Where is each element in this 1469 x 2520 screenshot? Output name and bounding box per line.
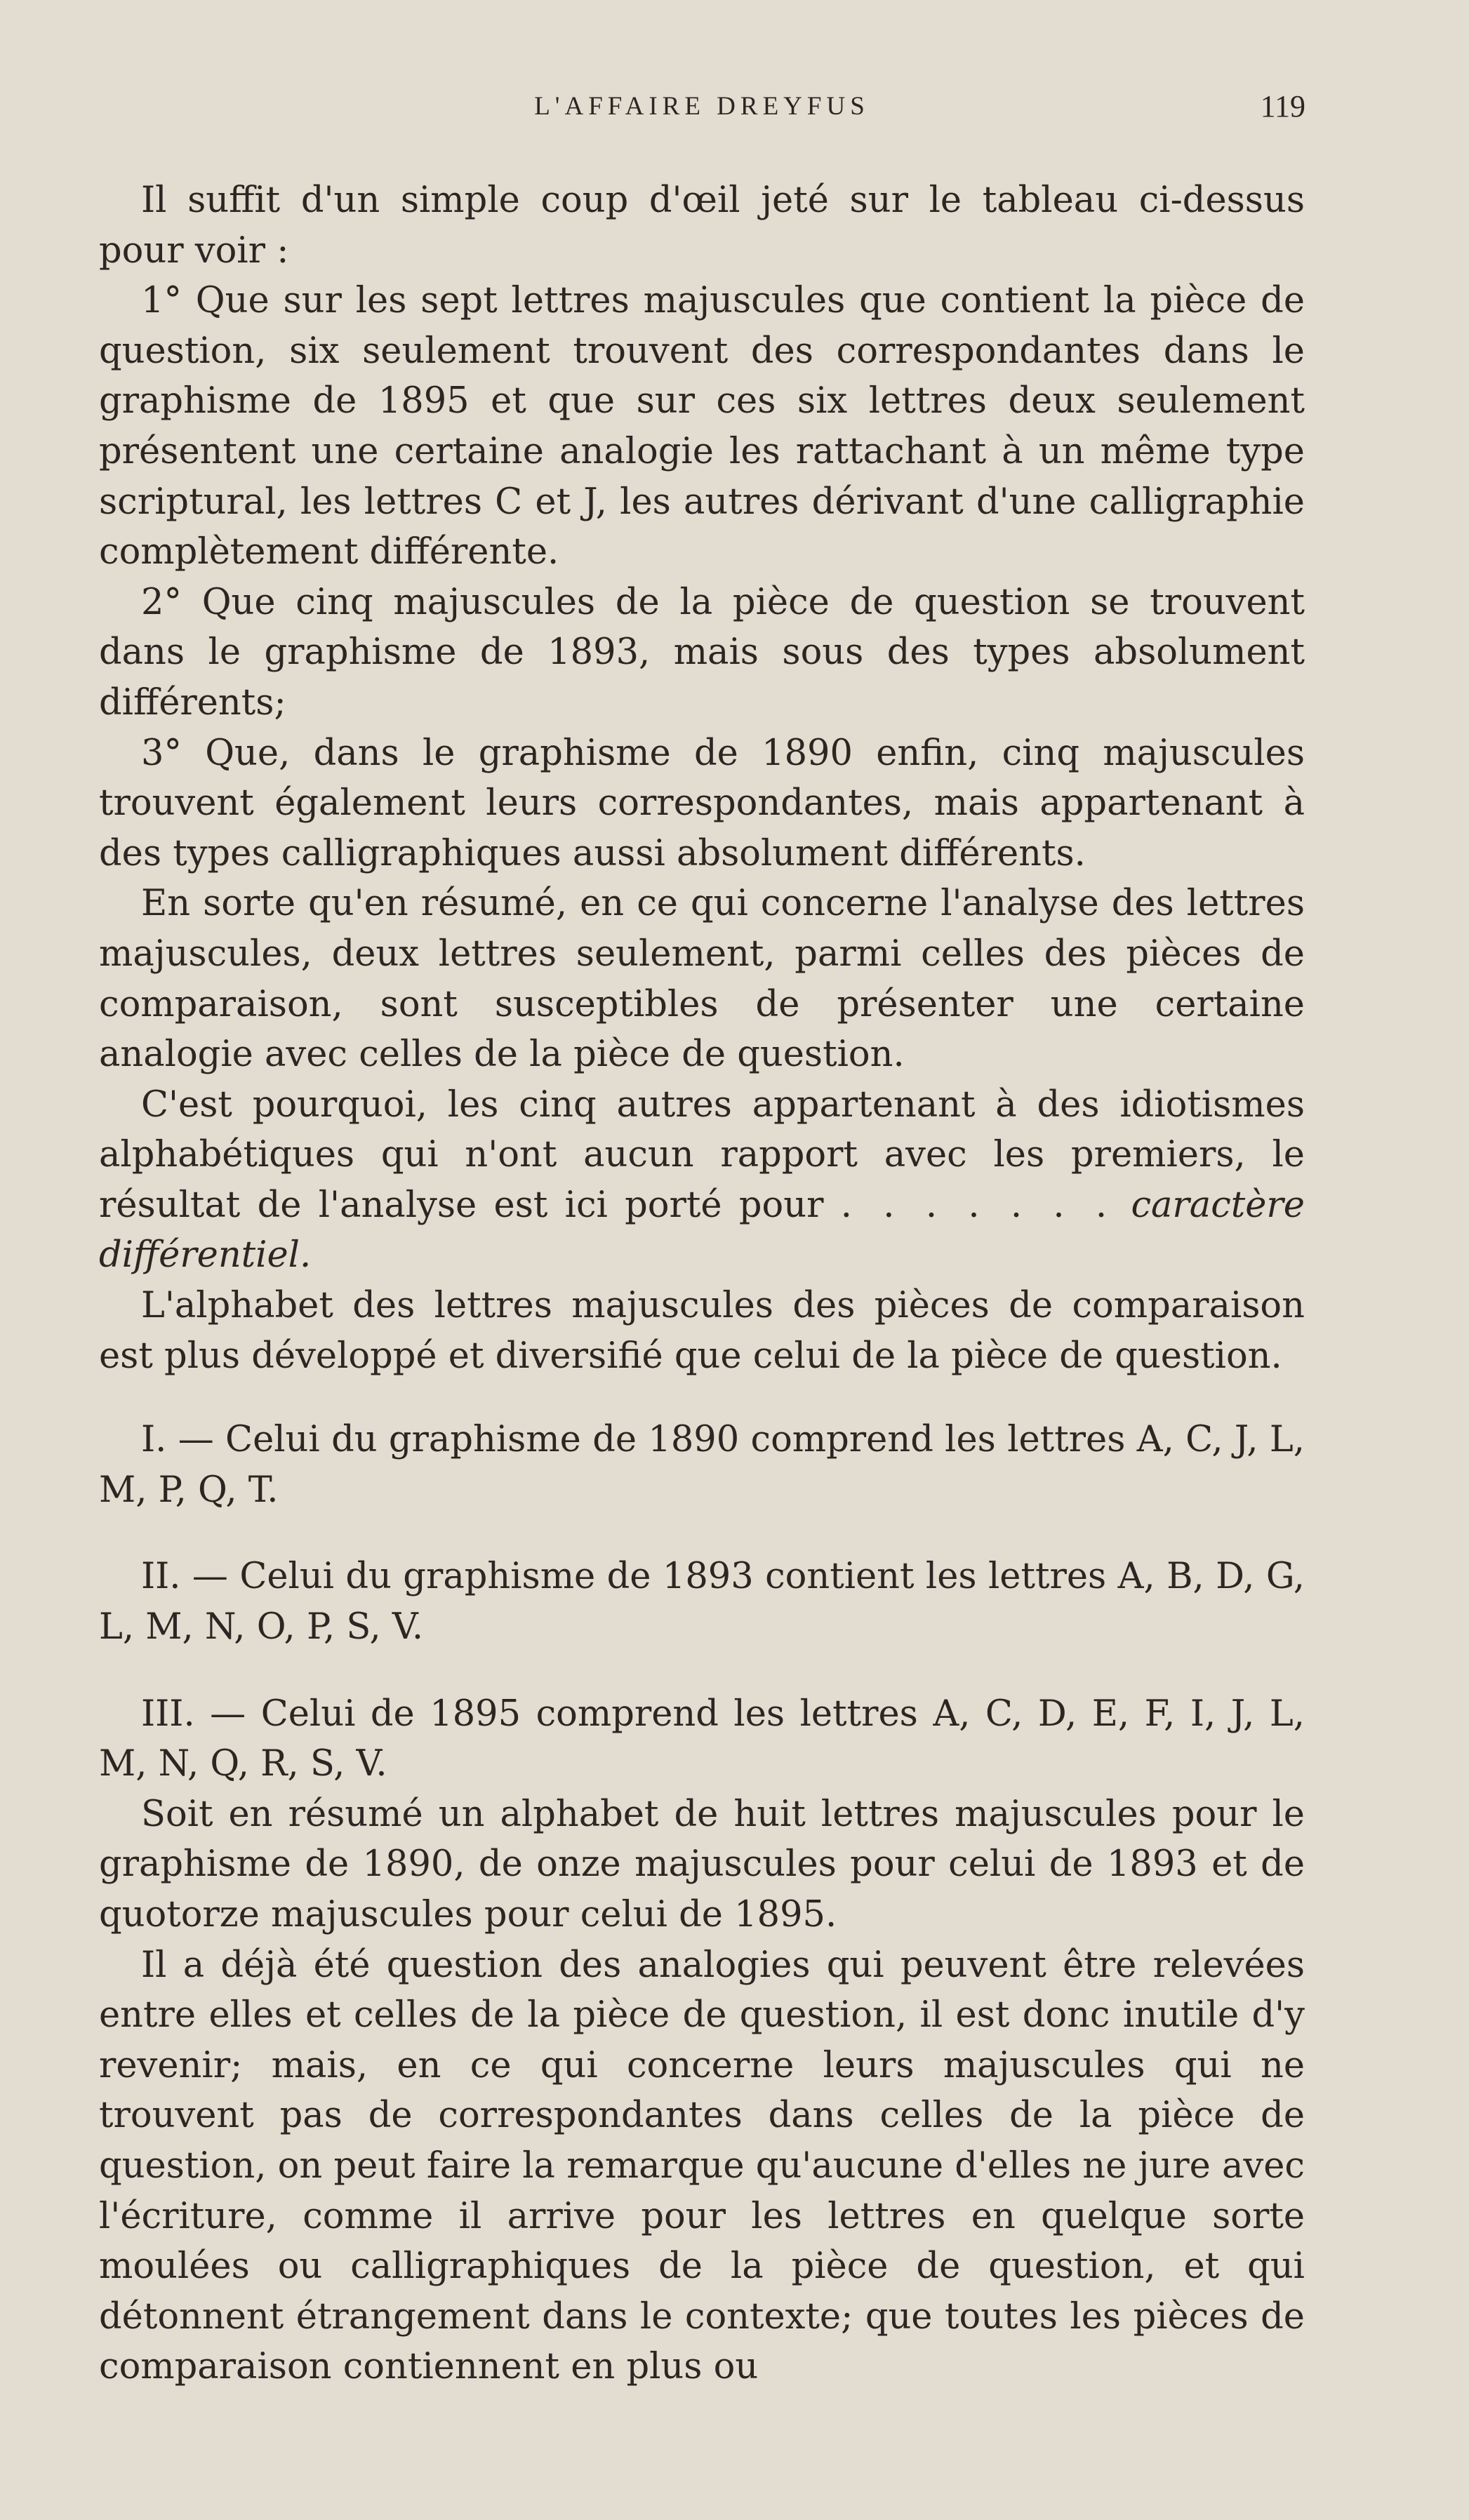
body-text [99, 175, 1305, 2392]
list-item-1890: I. — Celui du graphisme de 1890 comprend les lettres A, C, J, L, M, P, Q, T. [99, 1419, 1305, 1511]
paragraph-analogies: Il a déjà été question des analogies qui peuvent être relevées entre elles et celles de la pièce de question, il est donc inutile d'y revenir; mais, en ce qui concerne leurs majuscules qui ne trouvent pas de correspondantes dans celles de la pièce de question, on peut faire la remarque qu'aucune d'elles ne jure avec l'écriture, comme il arrive pour les lettres en quelque sorte moulées ou calligraphiques de la pièce de question, et qui détonnent étrangement dans le contexte; que toutes les pièces de comparaison contiennent en plus ou [99, 1944, 1305, 2388]
paragraph-alphabet-summary: Soit en résumé un alphabet de huit lettres majuscules pour le graphisme de 1890, de onze majuscules pour celui de 1893 et de quotorze majuscules pour celui de 1895. [99, 1793, 1305, 1935]
leader-dots: . . . . . . . [840, 1184, 1115, 1226]
list-item-1895: III. — Celui de 1895 comprend les lettres A, C, D, E, F, I, J, L, M, N, Q, R, S, V. [99, 1693, 1305, 1785]
running-title: L'AFFAIRE DREYFUS [534, 92, 870, 121]
paragraph-summary: En sorte qu'en résumé, en ce qui concerne l'analyse des lettres majuscules, deux lettres seulement, parmi celles des pièces de comparaison, sont susceptibles de présenter une certaine analogie avec celles de la pièce de question. [99, 883, 1305, 1076]
paragraph-alphabet: L'alphabet des lettres majuscules des pièces de comparaison est plus développé et diversifié que celui de la pièce de question. [99, 1285, 1305, 1377]
conclusion-text: C'est pourquoi, les cinq autres appartenant à des idiotismes alphabétiques qui n'ont aucun rapport avec les premiers, le résultat de l'analyse est ici porté pour [99, 1084, 1305, 1226]
paragraph-point-3: 3° Que, dans le graphisme de 1890 enfin, cinq majuscules trouvent également leurs correspondantes, mais appartenant à des types calligraphiques aussi absolument différents. [99, 732, 1305, 874]
paragraph-point-2: 2° Que cinq majuscules de la pièce de question se trouvent dans le graphisme de 1893, mais sous des types absolument différents; [99, 581, 1305, 724]
paragraph-conclusion [99, 1080, 1305, 1281]
paragraph-intro: Il suffit d'un simple coup d'œil jeté sur le tableau ci-dessus pour voir : [99, 180, 1305, 272]
list-item-1893: II. — Celui du graphisme de 1893 contient les lettres A, B, D, G, L, M, N, O, P, S, V. [99, 1556, 1305, 1648]
conclusion-verdict: caractère différentiel. [99, 1184, 1305, 1276]
page-number: 119 [1260, 89, 1305, 124]
paragraph-point-1: 1° Que sur les sept lettres majuscules que contient la pièce de question, six seulement trouvent des correspondantes dans le graphisme de 1895 et que sur ces six lettres deux seulement présentent une certaine analogie les rattachant à un même type scriptural, les lettres C et J, les autres dérivant d'une calligraphie complètement différente. [99, 280, 1305, 573]
running-head [98, 86, 1305, 128]
